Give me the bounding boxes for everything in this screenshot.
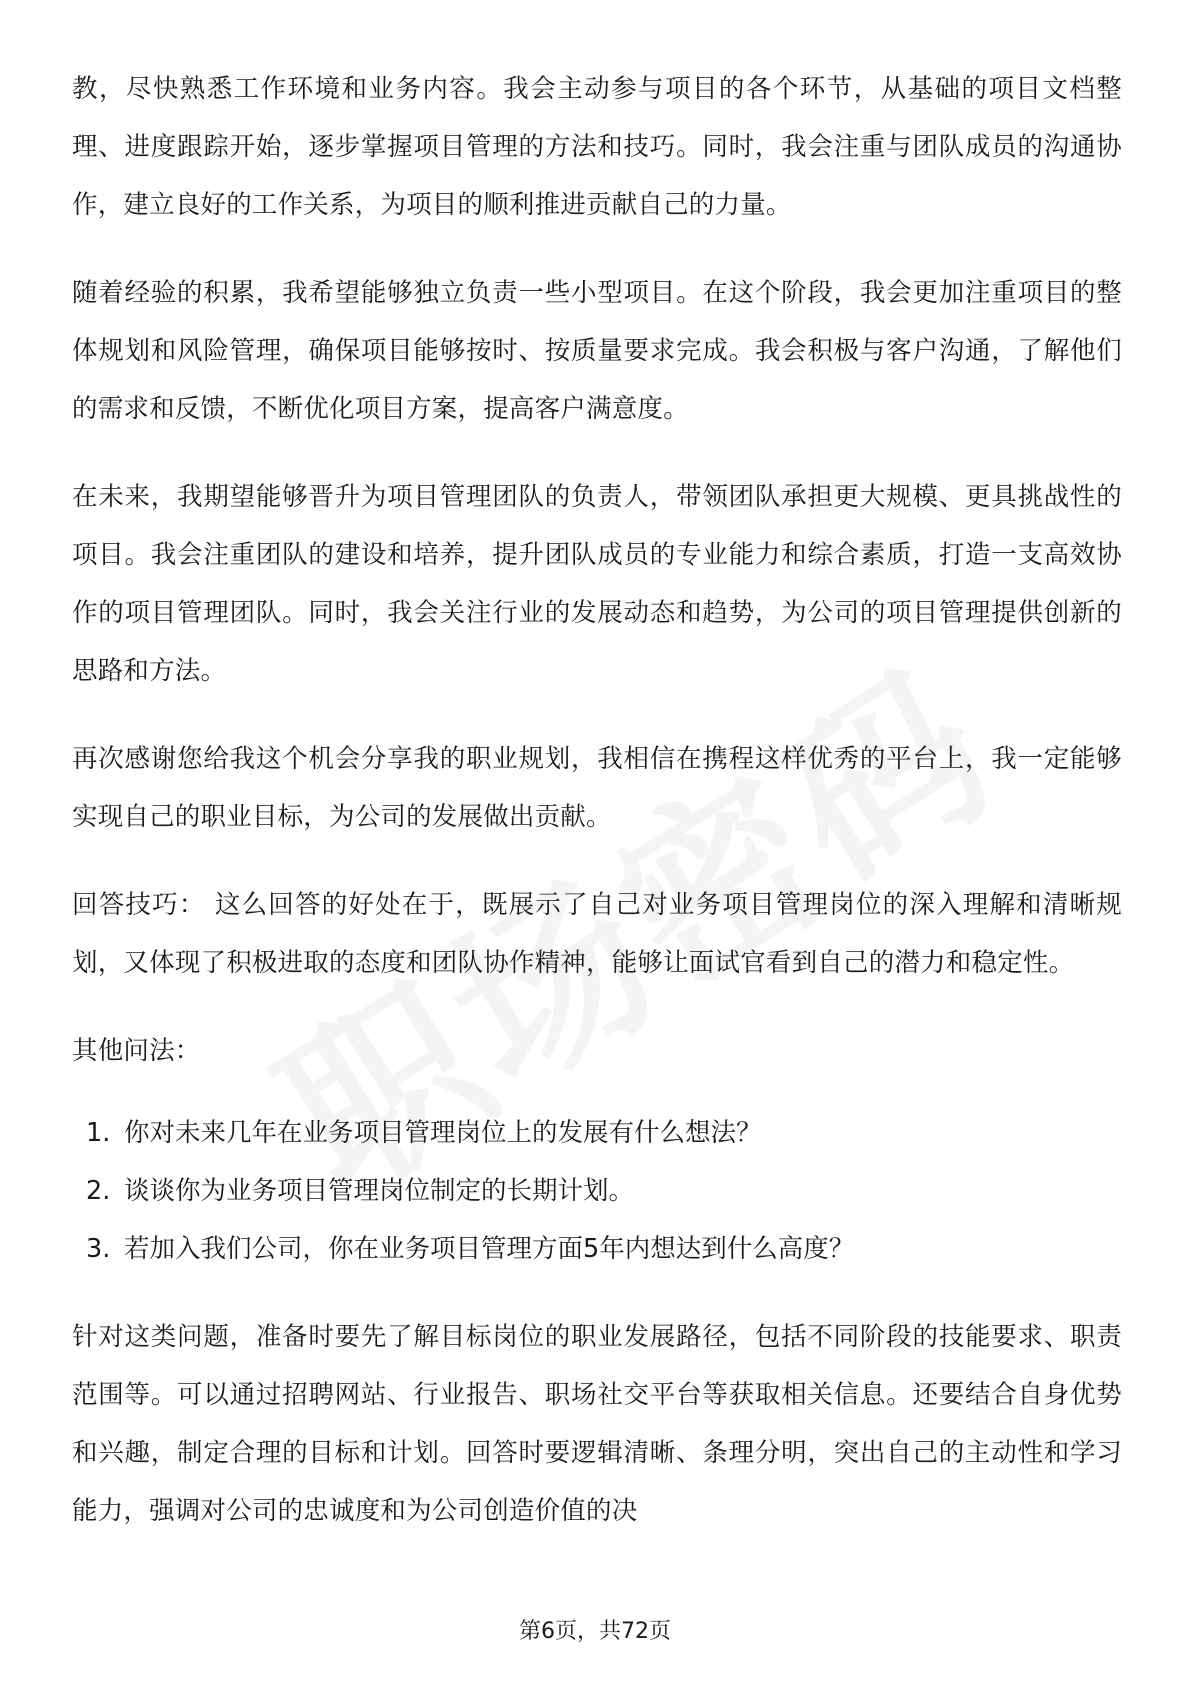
list-item-text: 谈谈你为业务项目管理岗位制定的长期计划。	[124, 1176, 635, 1206]
list-item-number: 2.	[86, 1176, 111, 1206]
list-item-text: 你对未来几年在业务项目管理岗位上的发展有什么想法？	[124, 1118, 762, 1148]
page-number-footer: 第6页，共72页	[519, 1619, 671, 1644]
list-item-text: 若加入我们公司，你在业务项目管理方面5年内想达到什么高度？	[124, 1234, 855, 1264]
list-item-number: 1.	[86, 1118, 111, 1148]
paragraph-3: 在未来，我期望能够晋升为项目管理团队的负责人，带领团队承担更大规模、更具挑战性的项目。我会注重团队的建设和培养，提升团队成员的专业能力和综合素质，打造一支高效协作的项目管理团队。同时，我会关注行业的发展动态和趋势，为公司的项目管理提供创新的思路和方法。	[72, 482, 1122, 686]
list-item-number: 3.	[86, 1234, 111, 1264]
list-item	[72, 1162, 1122, 1220]
page-content	[72, 60, 1122, 1570]
other-questions-list	[72, 1104, 1122, 1278]
list-item	[72, 1220, 1122, 1278]
list-item	[72, 1104, 1122, 1162]
paragraph-1: 教，尽快熟悉工作环境和业务内容。我会主动参与项目的各个环节，从基础的项目文档整理、进度跟踪开始，逐步掌握项目管理的方法和技巧。同时，我会注重与团队成员的沟通协作，建立良好的工作关系，为项目的顺利推进贡献自己的力量。	[72, 74, 1122, 220]
paragraph-4: 再次感谢您给我这个机会分享我的职业规划，我相信在携程这样优秀的平台上，我一定能够实现自己的职业目标，为公司的发展做出贡献。	[72, 744, 1122, 832]
paragraph-2: 随着经验的积累，我希望能够独立负责一些小型项目。在这个阶段，我会更加注重项目的整体规划和风险管理，确保项目能够按时、按质量要求完成。我会积极与客户沟通，了解他们的需求和反馈，不断优化项目方案，提高客户满意度。	[72, 278, 1122, 424]
other-questions-label: 其他问法：	[72, 1036, 201, 1066]
answer-tips-paragraph: 回答技巧： 这么回答的好处在于，既展示了自己对业务项目管理岗位的深入理解和清晰规划，又体现了积极进取的态度和团队协作精神，能够让面试官看到自己的潜力和稳定性。	[72, 890, 1122, 978]
preparation-advice-paragraph: 针对这类问题，准备时要先了解目标岗位的职业发展路径，包括不同阶段的技能要求、职责范围等。可以通过招聘网站、行业报告、职场社交平台等获取相关信息。还要结合自身优势和兴趣，制定合理的目标和计划。回答时要逻辑清晰、条理分明，突出自己的主动性和学习能力，强调对公司的忠诚度和为公司创造价值的决	[72, 1322, 1122, 1526]
